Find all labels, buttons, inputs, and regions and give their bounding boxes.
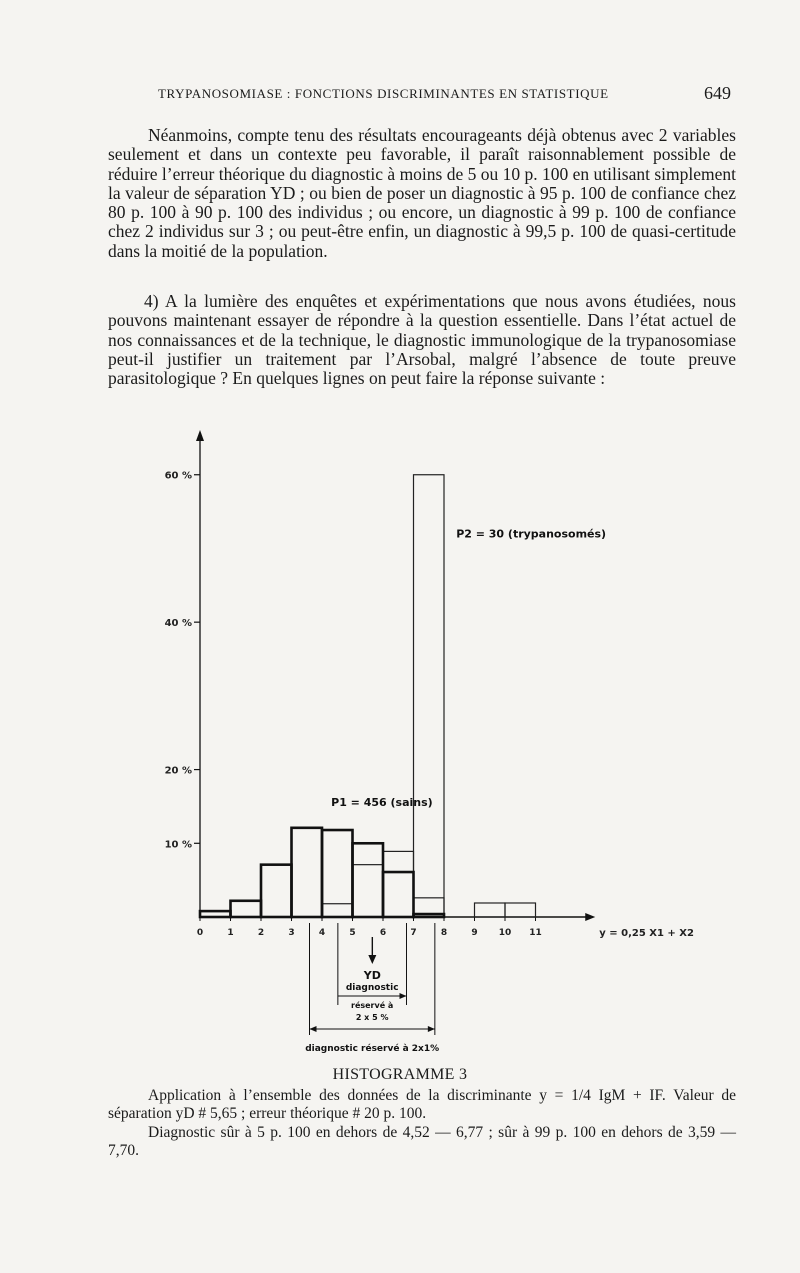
x-tick-label: 4 xyxy=(318,928,326,938)
bar-p2 xyxy=(414,475,445,917)
bar-p1 xyxy=(414,914,445,917)
histogram-figure xyxy=(148,428,728,1068)
separation-label: YD xyxy=(363,969,381,982)
y-tick-label: 60 % xyxy=(164,470,192,482)
bar-p1 xyxy=(200,911,231,917)
label-p2: P2 = 30 (trypanosomés) xyxy=(456,527,607,541)
x-axis-label: y = 0,25 X1 + X2 xyxy=(599,928,694,939)
figure-title: HISTOGRAMME 3 xyxy=(332,1066,468,1083)
x-tick-label: 7 xyxy=(410,928,417,938)
x-tick-label: 3 xyxy=(288,928,295,938)
page-number: 649 xyxy=(704,83,731,103)
figure-caption-1: Application à l’ensemble des données de la discriminante y = 1/4 IgM + IF. Valeur de séparation yD # 5,65 ; erreur théorique # 20 p. 100. xyxy=(108,1087,736,1122)
paragraph-1: Néanmoins, compte tenu des résultats encourageants déjà obtenus avec 2 variables seulement et dans un contexte peu favorable, il paraît raisonnablement possible de réduire l’erreur théorique du diagnostic à moins de 5 ou 10 p. 100 en utilisant simplement la valeur de séparation YD ; ou bien de poser un diagnostic à 95 p. 100 de confiance chez 80 p. 100 à 90 p. 100 des individus ; ou encore, un diagnostic à 99 p. 100 de confiance chez 2 individus sur 3 ; ou peut-être enfin, un diagnostic à 99,5 p. 100 de quasi-certitude dans la moitié de la population. xyxy=(108,125,736,261)
bar-p2 xyxy=(322,904,353,917)
outer-range-label: diagnostic réservé à 2x1% xyxy=(305,1044,440,1054)
histogram-chart xyxy=(148,428,728,1068)
bar-p2 xyxy=(383,851,414,917)
x-tick-label: 0 xyxy=(196,928,204,938)
running-title: TRYPANOSOMIASE : FONCTIONS DISCRIMINANTES EN STATISTIQUE xyxy=(158,86,609,101)
inner-range-arrowhead xyxy=(399,993,406,999)
bar-p1 xyxy=(292,828,323,917)
y-tick-label: 40 % xyxy=(164,618,192,630)
inner-range-label-1: diagnostic xyxy=(345,983,399,993)
y-axis-arrow xyxy=(196,430,204,441)
x-tick-label: 10 xyxy=(498,928,512,938)
bar-p2 xyxy=(475,903,506,917)
label-p1: P1 = 456 (sains) xyxy=(331,795,433,809)
bar-p2 xyxy=(353,865,384,917)
x-tick-label: 11 xyxy=(529,928,542,938)
outer-range-arrowhead-right xyxy=(428,1026,435,1032)
x-tick-label: 2 xyxy=(257,928,265,938)
bar-p2 xyxy=(505,903,536,917)
figure-caption-2: Diagnostic sûr à 5 p. 100 en dehors de 4,52 — 6,77 ; sûr à 99 p. 100 en dehors de 3,59 — 7,70. xyxy=(108,1124,736,1159)
outer-range-arrowhead-left xyxy=(309,1026,316,1032)
y-tick-label: 20 % xyxy=(164,765,192,777)
y-tick-label: 10 % xyxy=(164,839,192,851)
x-tick-label: 5 xyxy=(349,928,356,938)
bar-p1 xyxy=(231,901,262,917)
x-tick-label: 1 xyxy=(227,928,234,938)
paragraph-2: 4) A la lumière des enquêtes et expérimentations que nous avons étudiées, nous pouvons maintenant essayer de répondre à la question essentielle. Dans l’état actuel de nos connaissances et de la technique, le diagnostic immunologique de la trypanosomiase peut-il justifier un traitement par l’Arsobal, malgré l’absence de toute preuve parasitologique ? En quelques lignes on peut faire la réponse suivante : xyxy=(108,291,736,389)
separation-arrow xyxy=(368,955,376,964)
x-tick-label: 6 xyxy=(379,928,387,938)
inner-range-label-3: 2 x 5 % xyxy=(355,1013,389,1022)
x-tick-label: 9 xyxy=(471,928,478,938)
x-axis-arrow xyxy=(585,913,595,921)
inner-range-label-2: réservé à xyxy=(351,1001,394,1010)
running-header xyxy=(0,83,800,106)
bar-p1 xyxy=(383,872,414,917)
x-tick-label: 8 xyxy=(440,928,448,938)
bar-p1 xyxy=(261,865,292,917)
bar-p1 xyxy=(353,843,384,917)
